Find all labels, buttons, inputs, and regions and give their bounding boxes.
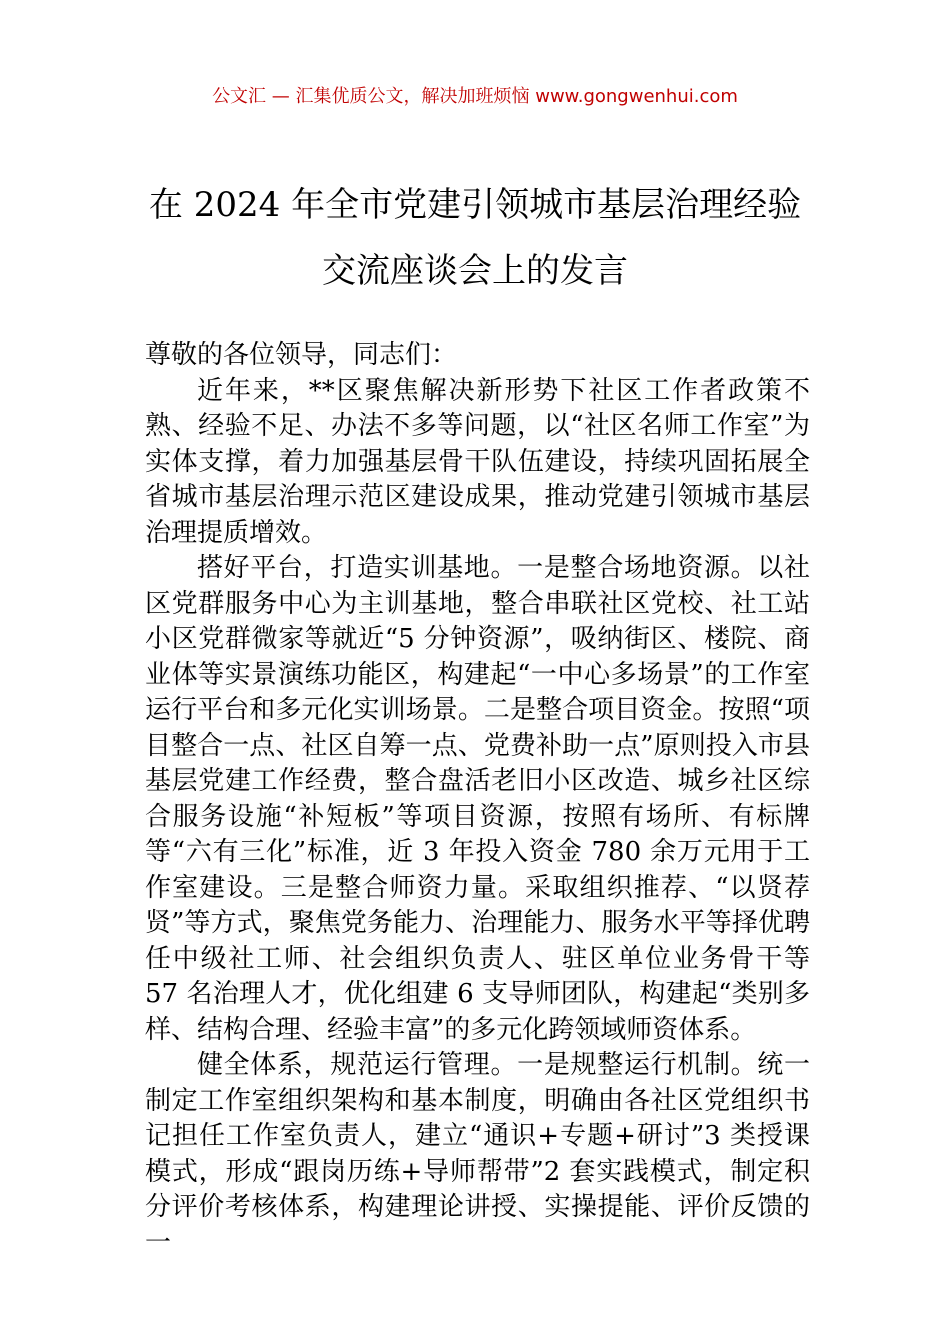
paragraph: 近年来，**区聚焦解决新形势下社区工作者政策不熟、经验不足、办法不多等问题，以“社区名师工作室”为实体支撑，着力加强基层骨干队伍建设，持续巩固拓展全省城市基层治理示范区建设成果，推动党建引领城市基层治理提质增效。	[145, 375, 810, 548]
salutation: 尊敬的各位领导，同志们：	[145, 340, 458, 370]
title-line-1: 在 2024 年全市党建引领城市基层治理经验	[148, 185, 802, 225]
paragraph: 健全体系，规范运行管理。一是规整运行机制。统一制定工作室组织架构和基本制度，明确由各社区党组织书记担任工作室负责人，建立“通识+专题+研讨”3 类授课模式，形成“跟岗历练+导师帮带”2 套实践模式，制定积分评价考核体系，构建理论讲授、实操提能、评价反馈的一	[145, 1050, 810, 1258]
document-body	[145, 338, 810, 1261]
header-banner: 公文汇 — 汇集优质公文，解决加班烦恼 www.gongwenhui.com	[212, 86, 738, 107]
page-title	[100, 172, 850, 304]
paragraph: 搭好平台，打造实训基地。一是整合场地资源。以社区党群服务中心为主训基地，整合串联社区党校、社工站小区党群微家等就近“5 分钟资源”，吸纳街区、楼院、商业体等实景演练功能区，构建起“一中心多场景”的工作室运行平台和多元化实训场景。二是整合项目资金。按照“项目整合一点、社区自筹一点、党费补助一点”原则投入市县基层党建工作经费，整合盘活老旧小区改造、城乡社区综合服务设施“补短板”等项目资源，按照有场所、有标牌等“六有三化”标准，近 3 年投入资金 780 余万元用于工作室建设。三是整合师资力量。采取组织推荐、“以贤荐贤”等方式，聚焦党务能力、治理能力、服务水平等择优聘任中级社工师、社会组织负责人、驻区单位业务骨干等 57 名治理人才，优化组建 6 支导师团队，构建起“类别多样、结构合理、经验丰富”的多元化跨领域师资体系。	[145, 553, 810, 1045]
title-line-2: 交流座谈会上的发言	[322, 251, 628, 291]
